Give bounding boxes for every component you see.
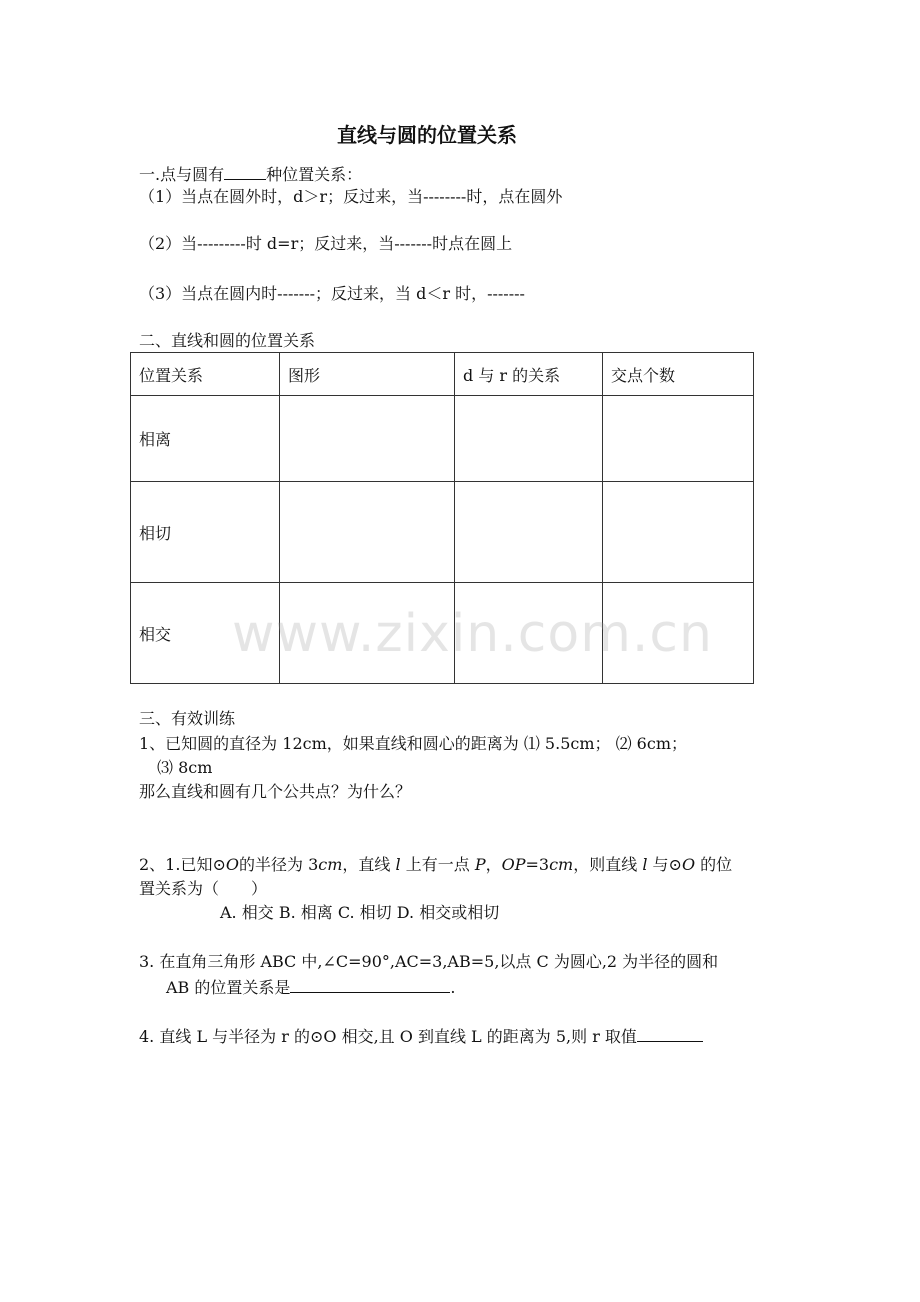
q2-unit: cm <box>549 855 574 874</box>
table-cell <box>603 482 754 583</box>
section1-line3: （3）当点在圆内时-------；反过来，当 d＜r 时，------- <box>139 284 525 303</box>
question3-line1: 3. 在直角三角形 ABC 中,∠C=90°,AC=3,AB=5,以点 C 为圆心,2 为半径的圆和 <box>139 952 719 971</box>
section1-heading <box>139 163 362 185</box>
q2-text: 的半径为 3 <box>238 855 319 874</box>
table-cell <box>280 396 455 482</box>
q3-text: AB 的位置关系是 <box>166 978 291 997</box>
q2-var-o: O <box>681 855 696 874</box>
q2-var-o: O <box>225 855 239 874</box>
section1-heading-suffix: 种位置关系： <box>266 165 363 184</box>
table-row <box>131 482 754 583</box>
section1-line2: （2）当---------时 d=r；反过来，当-------时点在圆上 <box>139 234 513 253</box>
section3-heading: 三、有效训练 <box>139 709 236 728</box>
table-cell <box>455 482 603 583</box>
section1-heading-prefix: 一.点与圆有 <box>139 165 225 184</box>
q2-var-op: OP <box>501 855 526 874</box>
question4-line <box>139 1025 703 1047</box>
table-header-cell: d 与 r 的关系 <box>455 353 603 396</box>
q2-text: =3 <box>525 855 550 874</box>
answer-blank <box>290 976 450 993</box>
table-cell <box>603 396 754 482</box>
q2-var-p: P <box>474 855 486 874</box>
q2-text: ，则直线 <box>573 855 643 874</box>
question2-line1 <box>139 855 732 875</box>
table-header-cell: 交点个数 <box>603 353 754 396</box>
q2-text: 与⊙ <box>647 855 682 874</box>
answer-blank <box>637 1025 703 1042</box>
q2-unit: cm <box>318 855 343 874</box>
table-cell-label: 相离 <box>131 396 280 482</box>
question1-line2: ⑶ 8cm <box>157 758 213 777</box>
table-cell <box>455 396 603 482</box>
table-cell <box>280 482 455 583</box>
table-row <box>131 396 754 482</box>
question2-options: A. 相交 B. 相离 C. 相切 D. 相交或相切 <box>220 903 500 922</box>
q2-text: ， <box>485 855 502 874</box>
q3-text: . <box>450 978 456 997</box>
table-header-row <box>131 353 754 396</box>
q2-text: 2、1.已知⊙ <box>139 855 226 874</box>
section1-line1: （1）当点在圆外时，d＞r；反过来，当--------时，点在圆外 <box>139 187 563 206</box>
q2-var-l: l <box>642 855 648 874</box>
watermark-text: www.zixin.com.cn <box>232 604 713 664</box>
page-title: 直线与圆的位置关系 <box>337 123 517 147</box>
q2-text: 的位 <box>695 855 733 874</box>
section1-heading-blank <box>224 163 266 180</box>
question3-line2 <box>166 976 456 998</box>
question1-line3: 那么直线和圆有几个公共点？为什么？ <box>139 782 412 801</box>
table-cell-label: 相交 <box>131 583 280 684</box>
q2-text: 上有一点 <box>400 855 475 874</box>
question2-line2: 置关系为（ ） <box>139 879 268 898</box>
question1-line1: 1、已知圆的直径为 12cm，如果直线和圆心的距离为 ⑴ 5.5cm； ⑵ 6cm； <box>139 734 687 753</box>
table-cell-label: 相切 <box>131 482 280 583</box>
table-header-cell: 位置关系 <box>131 353 280 396</box>
table-header-cell: 图形 <box>280 353 455 396</box>
q4-text: 4. 直线 L 与半径为 r 的⊙O 相交,且 O 到直线 L 的距离为 5,则 r 取值 <box>139 1027 637 1046</box>
q2-text: ，直线 <box>342 855 396 874</box>
section2-heading: 二、直线和圆的位置关系 <box>139 331 316 350</box>
q2-var-l: l <box>395 855 401 874</box>
